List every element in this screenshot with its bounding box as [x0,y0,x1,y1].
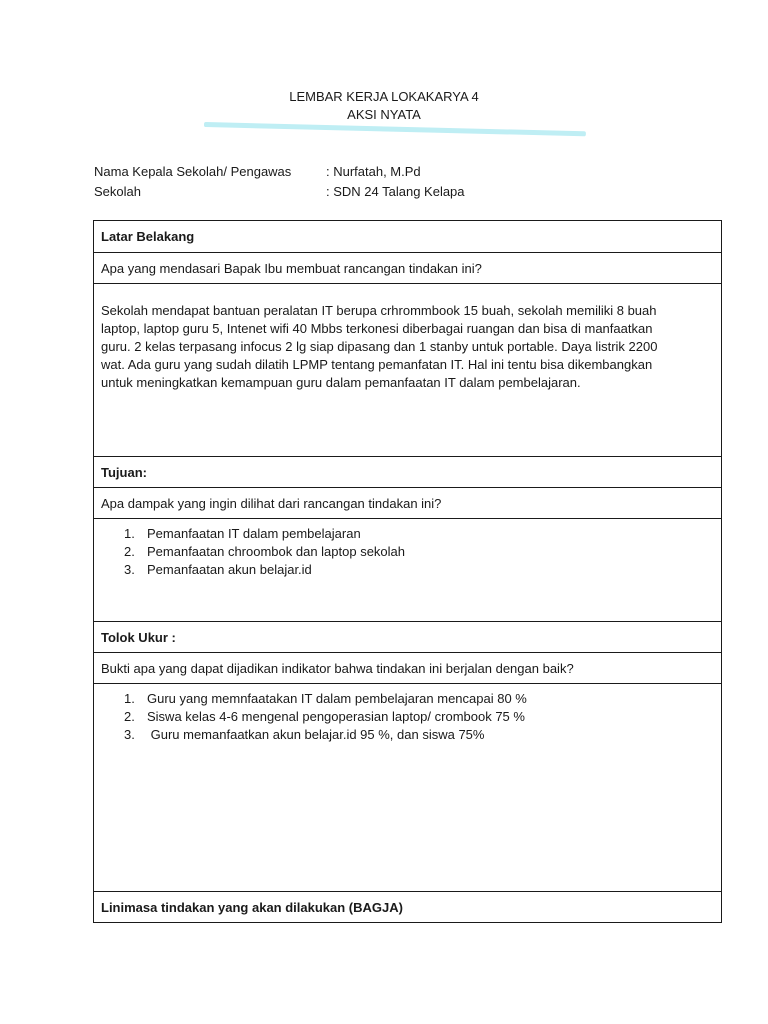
document-title: LEMBAR KERJA LOKAKARYA 4 [289,89,479,104]
list-item-text: Pemanfaatan chroombok dan laptop sekolah [147,544,406,559]
goal-answer [94,518,721,621]
info-row-school [94,182,694,202]
list-number: 2. [124,544,135,559]
list-item-text: Guru yang memnfaatakan IT dalam pembelajaran mencapai 80 % [147,691,527,706]
school-label: Sekolah [94,184,141,199]
background-answer [94,283,721,456]
list-number: 1. [124,526,135,541]
list-item [101,561,714,579]
list-item [101,726,714,744]
section-question-goal: Apa dampak yang ingin dilihat dari rancangan tindakan ini? [94,487,721,518]
list-item [101,543,714,561]
answer-line: wat. Ada guru yang sudah dilatih LPMP tentang pemanfatan IT. Hal ini tentu bisa dikembangkan [101,357,653,372]
info-row-principal [94,162,694,182]
goal-list [101,525,714,579]
section-question-background: Apa yang mendasari Bapak Ibu membuat rancangan tindakan ini? [94,252,721,283]
list-number: 3. [124,562,135,577]
list-number: 3. [124,727,135,742]
worksheet-table [93,220,722,923]
list-number: 1. [124,691,135,706]
list-number: 2. [124,709,135,724]
list-item [101,690,714,708]
highlight-stroke [204,122,586,136]
list-item-text: Pemanfaatan IT dalam pembelajaran [147,526,361,541]
list-item [101,708,714,726]
answer-line: laptop, laptop guru 5, Intenet wifi 40 Mbbs terkonesi diberbagai ruangan dan bisa di manfaatkan [101,321,653,336]
principal-value: : Nurfatah, M.Pd [326,164,421,179]
section-heading-measure: Tolok Ukur : [94,621,721,652]
answer-line: untuk meningkatkan kemampuan guru dalam pemanfaatan IT dalam pembelajaran. [101,375,581,390]
list-item-text: Siswa kelas 4-6 mengenal pengoperasian laptop/ crombook 75 % [147,709,525,724]
section-heading-goal: Tujuan: [94,456,721,487]
document-subtitle: AKSI NYATA [347,107,421,122]
section-heading-background: Latar Belakang [101,229,195,244]
school-value: : SDN 24 Talang Kelapa [326,184,465,199]
measure-answer [94,683,721,891]
identity-info [94,162,694,202]
answer-line: Sekolah mendapat bantuan peralatan IT berupa crhrommbook 15 buah, sekolah memiliki 8 buah [101,303,657,318]
list-item-text: Pemanfaatan akun belajar.id [147,562,312,577]
answer-line: guru. 2 kelas terpasang infocus 2 lg siap dipasang dan 1 stanby untuk portable. Daya listrik 2200 [101,339,658,354]
measure-list [101,690,714,744]
list-item-text: Guru memanfaatkan akun belajar.id 95 %, dan siswa 75% [147,727,485,742]
list-item [101,525,714,543]
document-header [0,88,768,124]
section-question-measure: Bukti apa yang dapat dijadikan indikator bahwa tindakan ini berjalan dengan baik? [94,652,721,683]
section-heading-timeline: Linimasa tindakan yang akan dilakukan (BAGJA) [94,891,721,922]
principal-label: Nama Kepala Sekolah/ Pengawas [94,164,292,179]
